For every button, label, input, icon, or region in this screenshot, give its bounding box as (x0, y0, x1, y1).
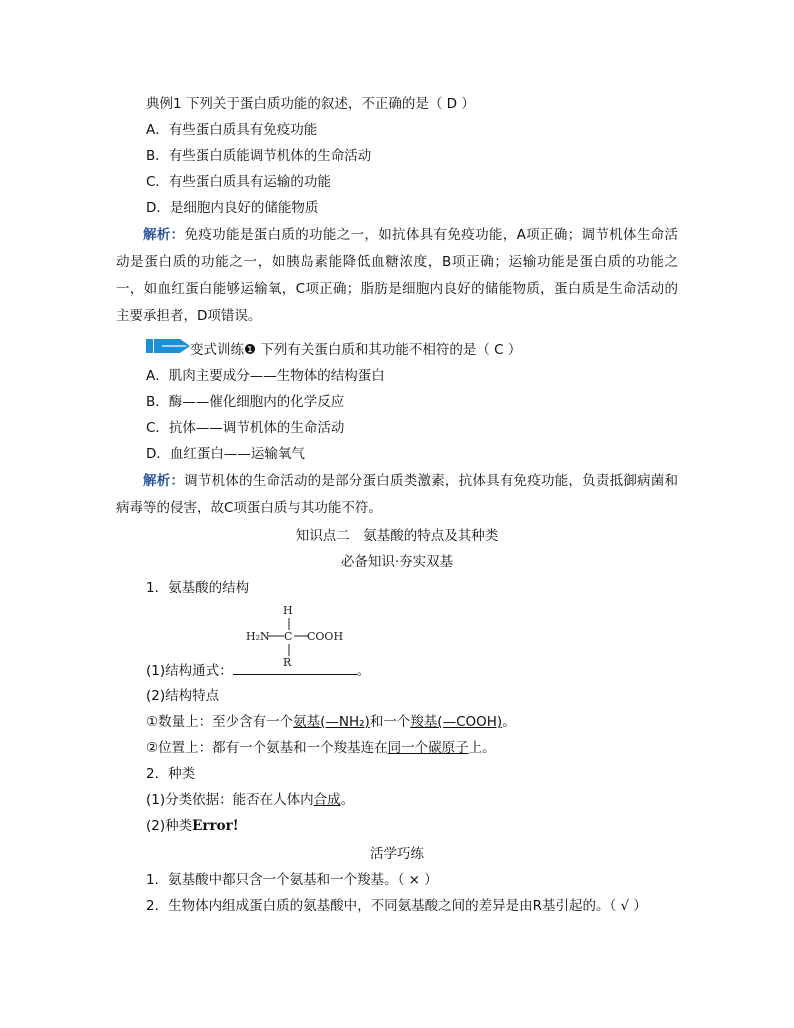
basis-text-c: 。 (340, 792, 355, 808)
types-heading: 2．种类 (146, 766, 196, 782)
q2-text-a: ②位置上：都有一个氨基和一个羧基连在 (146, 740, 388, 756)
practice-item-1: 1．氨基酸中都只含一个氨基和一个羧基。（ × ） (146, 872, 438, 888)
q1-text-a: ①数量上：至少含有一个 (146, 714, 294, 730)
q1-text-e: 。 (502, 714, 516, 730)
q2-answer-carbon: 同一个碳原子 (387, 740, 469, 756)
example-option-d: D．是细胞内良好的储能物质 (146, 200, 319, 216)
analysis-text: 免疫功能是蛋白质的功能之一，如抗体具有免疫功能，A项正确；调节机体生命活动是蛋白质的功能之一，如胰岛素能降低血糖浓度，B项正确；运输功能是蛋白质的功能之一，如血红蛋白能够运输氧，C项正确；脂肪是细胞内良好的储能物质，蛋白质是生命活动的主要承担者，D项错误。 (116, 227, 679, 324)
feature-quantity (146, 712, 516, 732)
analysis-label: 解析： (143, 227, 185, 243)
q1-answer-amino: 氨基(—NH₂) (293, 714, 370, 730)
structure-heading: 1．氨基酸的结构 (146, 580, 250, 596)
example-option-c: C．有些蛋白质具有运输的功能 (146, 174, 331, 190)
formula-bond-left (268, 631, 284, 641)
variant-option-a: A．肌肉主要成分——生物体的结构蛋白 (146, 368, 385, 384)
q2-text-c: 上。 (468, 740, 496, 756)
formula-right: COOH (307, 630, 344, 643)
example-analysis (116, 222, 678, 330)
variant-pen-icon (146, 336, 192, 356)
kinds-text: (2)种类 (146, 818, 193, 834)
general-formula-line (146, 660, 370, 681)
variant-option-b: B．酶——催化细胞内的化学反应 (146, 394, 345, 410)
formula-left: H₂N (246, 630, 270, 643)
variant-option-c: C．抗体——调节机体的生命活动 (146, 420, 345, 436)
example-stem: 典例1 下列关于蛋白质功能的叙述，不正确的是（ D ） (146, 96, 475, 112)
practice-item-2: 2．生物体内组成蛋白质的氨基酸中，不同氨基酸之间的差异是由R基引起的。（ √ ） (146, 898, 647, 914)
kinds-error: Error! (192, 818, 239, 834)
formula-bond-top (286, 618, 294, 630)
types-basis (146, 790, 354, 810)
variant-analysis (116, 468, 678, 522)
formula-bond-bottom (286, 644, 294, 656)
formula-top-h: H (283, 604, 293, 617)
types-kinds (146, 816, 239, 836)
features-label: (2)结构特点 (146, 688, 220, 704)
example-option-b: B．有些蛋白质能调节机体的生命活动 (146, 148, 372, 164)
example-option-a: A．有些蛋白质具有免疫功能 (146, 122, 318, 138)
formula-center: C (284, 630, 293, 643)
section-title: 知识点二 氨基酸的特点及其种类 (295, 528, 499, 544)
variant-option-d: D．血红蛋白——运输氧气 (146, 446, 305, 462)
q1-text-c: 和一个 (369, 714, 411, 730)
formula-bottom-r: R (283, 656, 292, 669)
practice-title: 活学巧练 (370, 846, 424, 862)
q1-answer-carboxyl: 羧基(—COOH) (410, 714, 503, 730)
variant-analysis-text: 调节机体的生命活动的是部分蛋白质类激素，抗体具有免疫功能，负责抵御病菌和病毒等的侵害，故C项蛋白质与其功能不符。 (116, 473, 678, 516)
feature-position (146, 738, 496, 758)
basis-answer: 合成 (313, 792, 341, 808)
general-formula-label: (1)结构通式： (146, 663, 233, 679)
variant-analysis-label: 解析： (143, 473, 185, 489)
section-subtitle: 必备知识·夯实双基 (340, 554, 454, 570)
variant-stem: 变式训练❶ 下列有关蛋白质和其功能不相符的是（ C ） (190, 342, 522, 358)
general-formula-blank (233, 660, 357, 675)
formula-bond-right (294, 631, 308, 641)
general-formula-end: 。 (356, 663, 371, 679)
basis-text-a: (1)分类依据：能否在人体内 (146, 792, 314, 808)
